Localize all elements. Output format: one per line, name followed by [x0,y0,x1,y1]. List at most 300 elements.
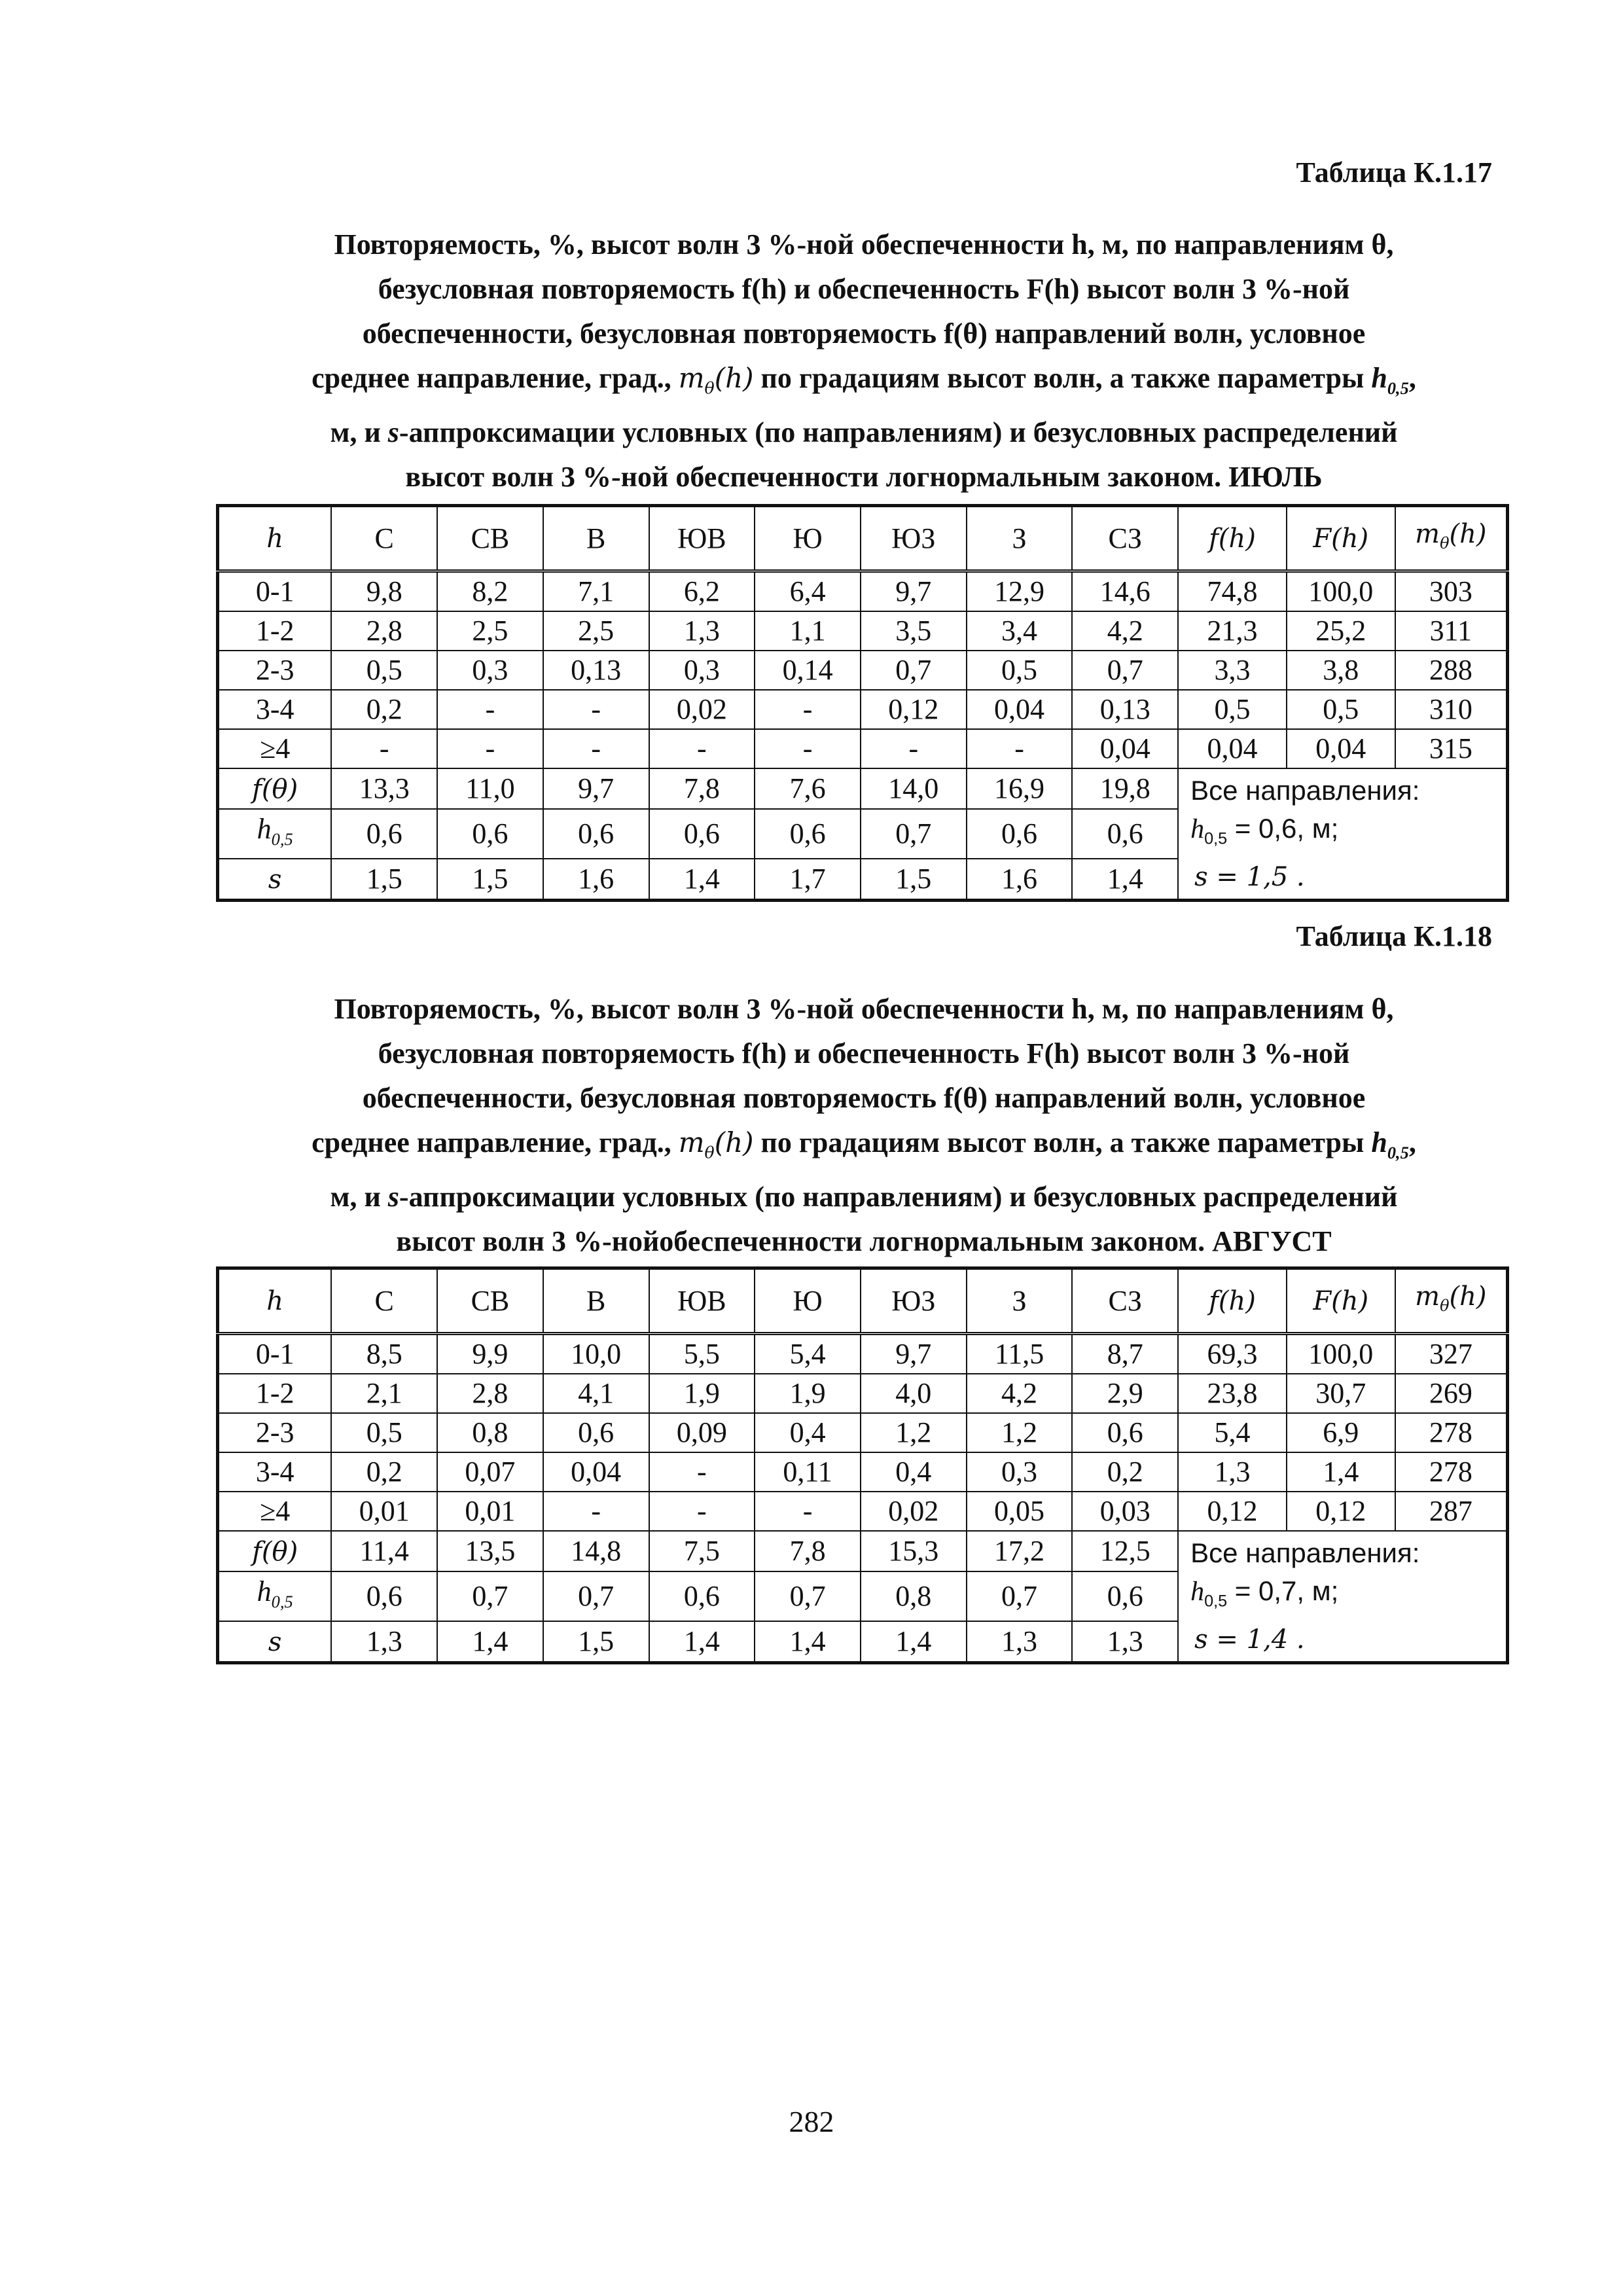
header-direction: ЮЗ [861,506,967,571]
caption-text: , [1386,228,1394,260]
table-cell: 1,1 [755,611,861,651]
table-cell: 0,7 [861,651,967,690]
table-number: Таблица К.1.17 [1296,156,1492,188]
m-letter: m [1415,1282,1440,1312]
table-cell: 2,5 [437,611,543,651]
table-cell: - [755,690,861,729]
table-cell: 14,0 [861,768,967,809]
table-cell: 0,04 [967,690,1073,729]
summary-h-letter: h [1190,814,1205,844]
table-cell: 2,9 [1072,1374,1178,1413]
table-cell: 0,07 [437,1452,543,1492]
summary-h-value: = 0,6, м; [1227,813,1339,844]
table-cell: 9,7 [543,768,649,809]
row-label [218,1531,332,1571]
m-letter: m [678,1126,705,1158]
caption-text: θ [1371,228,1387,260]
table-cell: 0,09 [649,1413,755,1452]
m-subscript: θ [704,378,715,398]
table-cell: 0,11 [755,1452,861,1492]
cell-m-theta: 269 [1395,1374,1508,1413]
table-cell: - [861,729,967,768]
table-cell: 11,0 [437,768,543,809]
table-cell: - [649,729,755,768]
h-letter: h [257,812,272,845]
h-subscript: 0,5 [271,829,293,849]
cell-Fh: 1,4 [1287,1452,1395,1492]
table-cell: 2,8 [331,611,437,651]
table-cell: - [437,690,543,729]
caption-text: F(h) [1026,273,1080,305]
table-cell: - [331,729,437,768]
cell-fh: 21,3 [1178,611,1287,651]
table-cell: 15,3 [861,1531,967,1571]
h-letter: h [257,1575,272,1607]
cell-m-theta: 287 [1395,1492,1508,1531]
table-cell: 3,4 [967,611,1073,651]
table-cell: 9,7 [861,571,967,612]
h05-label [257,812,293,849]
caption-text: s [387,416,399,449]
cell-Fh: 0,12 [1287,1492,1395,1531]
header-direction: ЮВ [649,506,755,571]
data-table [216,504,1509,902]
row-label [218,1621,332,1663]
table-cell: 14,8 [543,1531,649,1571]
table-cell: - [755,729,861,768]
row-label: 1-2 [218,611,332,651]
h-subscript: 0,5 [1387,378,1409,398]
header-direction: СВ [437,506,543,571]
row-label: 3-4 [218,1452,332,1492]
table-cell: - [755,1492,861,1531]
caption-text: высот волн 3 %-нойобеспеченности логнормальным законом. АВГУСТ [396,1225,1332,1258]
table-cell: 0,8 [437,1413,543,1452]
cell-fh: 1,3 [1178,1452,1287,1492]
table-cell: 1,6 [967,859,1073,901]
m-argument: (h) [714,362,754,394]
s-label: s [268,1626,282,1657]
h05-symbol [1371,362,1409,398]
s-label: s [268,864,282,895]
table-cell: 0,6 [1072,1413,1178,1452]
m-letter: m [1415,519,1440,549]
ftheta-label: f(θ) [252,774,298,804]
header-h-text: h [266,1286,284,1316]
table-cell: 0,8 [861,1571,967,1621]
table-cell: 5,5 [649,1334,755,1374]
table-cell: 0,6 [543,1413,649,1452]
summary-s-letter: s [1194,862,1208,893]
caption-text: по градациям высот волн, а также параметры [753,1126,1372,1158]
table-cell: 0,7 [1072,651,1178,690]
table-cell: 14,6 [1072,571,1178,612]
table-cell: 0,14 [755,651,861,690]
table-cell: 0,03 [1072,1492,1178,1531]
table-row [218,1492,1508,1531]
cell-Fh: 6,9 [1287,1413,1395,1452]
table-cell: 0,6 [755,809,861,859]
table-cell: 4,2 [1072,611,1178,651]
m-argument: (h) [1449,519,1487,549]
table-cell: - [543,1492,649,1531]
table-cell: 0,7 [543,1571,649,1621]
table-cell: 0,02 [649,690,755,729]
table-cell: 6,4 [755,571,861,612]
table-cell: 17,2 [967,1531,1073,1571]
table-cell: 19,8 [1072,768,1178,809]
table-cell: 1,6 [543,859,649,901]
table-cell: 1,2 [861,1413,967,1452]
cell-m-theta: 288 [1395,651,1508,690]
header-direction: Ю [755,506,861,571]
h05-symbol [1371,1126,1409,1162]
table-cell: 1,4 [649,1621,755,1663]
table-row [218,571,1508,612]
header-h [218,506,332,571]
table-cell: 0,3 [649,651,755,690]
header-h [218,1268,332,1334]
m-subscript: θ [1440,1297,1450,1315]
table-cell: 0,6 [331,809,437,859]
table-caption [216,987,1512,1264]
table-row [218,690,1508,729]
cell-Fh: 0,5 [1287,690,1395,729]
table-cell: 2,8 [437,1374,543,1413]
table-cell: 0,5 [331,1413,437,1452]
table-cell: - [649,1492,755,1531]
ftheta-row [218,1531,1508,1571]
table-cell: - [543,729,649,768]
row-label: 2-3 [218,651,332,690]
caption-text: , [1408,362,1416,394]
table-cell: 0,6 [1072,809,1178,859]
header-row [218,506,1508,571]
summary-s-letter: s [1194,1624,1208,1655]
table-cell: 0,5 [331,651,437,690]
table-row [218,729,1508,768]
table-cell: 1,4 [437,1621,543,1663]
caption-text: направлений волн, условное [987,317,1366,350]
header-direction: С [331,506,437,571]
cell-m-theta: 327 [1395,1334,1508,1374]
summary-title: Все направления: [1190,775,1420,806]
table-cell: 0,6 [331,1571,437,1621]
h-subscript: 0,5 [1387,1142,1409,1162]
cell-Fh: 100,0 [1287,1334,1395,1374]
table-row [218,611,1508,651]
m-letter: m [678,362,705,394]
header-Fh-text: F(h) [1313,1286,1369,1316]
table-cell: 1,9 [755,1374,861,1413]
table-cell: 9,8 [331,571,437,612]
table-cell: 13,3 [331,768,437,809]
cell-Fh: 3,8 [1287,651,1395,690]
cell-m-theta: 303 [1395,571,1508,612]
row-label: 0-1 [218,571,332,612]
table-cell: 1,3 [331,1621,437,1663]
header-h-text: h [266,524,284,554]
caption-text: среднее направление, град., [312,362,679,394]
table-cell: 7,8 [755,1531,861,1571]
table-cell: 0,6 [543,809,649,859]
table-cell: 1,3 [649,611,755,651]
table-cell: 7,5 [649,1531,755,1571]
table-cell: 0,13 [543,651,649,690]
table-cell: 1,5 [543,1621,649,1663]
caption-text: Повторяемость, %, высот волн 3 %-ной обеспеченности [334,228,1072,260]
table-cell: 3,5 [861,611,967,651]
header-Fh [1287,506,1395,571]
caption-text: -аппроксимации условных (по направлениям) и безусловных распределений [399,1181,1398,1213]
table-cell: 1,4 [755,1621,861,1663]
table-cell: 8,7 [1072,1334,1178,1374]
table-cell: 2,1 [331,1374,437,1413]
table-cell: 11,4 [331,1531,437,1571]
table-cell: 0,13 [1072,690,1178,729]
summary-h-subscript: 0,5 [1204,1592,1228,1611]
table-cell: 0,2 [1072,1452,1178,1492]
caption-text: s [387,1181,399,1213]
table-cell: 0,01 [331,1492,437,1531]
table-cell: 1,5 [437,859,543,901]
header-fh [1178,1268,1287,1334]
header-direction: СЗ [1072,506,1178,571]
cell-fh: 23,8 [1178,1374,1287,1413]
m-argument: (h) [1449,1282,1487,1312]
m-theta-symbol [1415,1282,1487,1315]
caption-text: обеспеченности, безусловная повторяемость [362,317,944,350]
table-row [218,1334,1508,1374]
header-direction: ЮВ [649,1268,755,1334]
ftheta-label: f(θ) [252,1536,298,1567]
cell-m-theta: 310 [1395,690,1508,729]
table-cell: 0,05 [967,1492,1073,1531]
m-argument: (h) [714,1126,754,1158]
caption-text: , [1386,993,1394,1025]
summary-s [1190,857,1494,896]
header-direction: Ю [755,1268,861,1334]
m-theta-symbol [1415,519,1487,552]
summary-cell [1178,1531,1507,1663]
table-cell: 0,7 [437,1571,543,1621]
caption-text: по градациям высот волн, а также параметры [753,362,1372,394]
table-cell: 0,2 [331,690,437,729]
header-direction: В [543,1268,649,1334]
cell-fh: 5,4 [1178,1413,1287,1452]
cell-m-theta: 315 [1395,729,1508,768]
h-letter: h [1371,1126,1387,1158]
table-cell: 6,2 [649,571,755,612]
cell-Fh: 0,04 [1287,729,1395,768]
table-cell: 0,2 [331,1452,437,1492]
summary-h-subscript: 0,5 [1204,829,1228,848]
table-cell: 1,4 [861,1621,967,1663]
row-label [218,859,332,901]
table-cell: 0,3 [437,651,543,690]
header-direction: З [967,1268,1073,1334]
page-number: 282 [789,2105,834,2138]
cell-Fh: 30,7 [1287,1374,1395,1413]
caption-text: f(h) [741,1037,787,1069]
table-cell: 0,7 [755,1571,861,1621]
table-cell: 1,4 [1072,859,1178,901]
table-cell: 0,7 [967,1571,1073,1621]
header-Fh [1287,1268,1395,1334]
caption-text: направлений волн, условное [987,1082,1366,1114]
table-cell: 1,5 [861,859,967,901]
h-letter: h [1371,362,1387,394]
caption-text: F(h) [1026,1037,1080,1069]
header-direction: З [967,506,1073,571]
table-row [218,1452,1508,1492]
table-cell: 13,5 [437,1531,543,1571]
caption-text: высот волн 3 %-ной [1079,273,1350,305]
cell-fh: 0,12 [1178,1492,1287,1531]
table-cell: 1,7 [755,859,861,901]
header-Fh-text: F(h) [1313,524,1369,554]
summary-title: Все направления: [1190,1537,1420,1568]
row-label [218,1571,332,1621]
table-cell: 7,1 [543,571,649,612]
table-cell: 8,2 [437,571,543,612]
table-cell: 5,4 [755,1334,861,1374]
row-label: ≥4 [218,1492,332,1531]
data-table [216,1266,1509,1664]
table-cell: 0,4 [755,1413,861,1452]
header-m-theta [1395,506,1508,571]
header-fh-text: f(h) [1209,524,1256,554]
caption-text: h [1071,228,1088,260]
caption-text: , м, по направлениям [1087,228,1372,260]
table-cell: 0,04 [543,1452,649,1492]
h-subscript: 0,5 [271,1591,293,1611]
cell-fh: 69,3 [1178,1334,1287,1374]
caption-text: среднее направление, град., [312,1126,679,1158]
table-cell: 4,2 [967,1374,1073,1413]
table-cell: 0,5 [967,651,1073,690]
row-label [218,768,332,809]
row-label: 0-1 [218,1334,332,1374]
row-label [218,809,332,859]
cell-fh: 0,04 [1178,729,1287,768]
header-direction: В [543,506,649,571]
table-cell: 0,6 [437,809,543,859]
table-cell: 1,9 [649,1374,755,1413]
cell-fh: 3,3 [1178,651,1287,690]
table-cell: 0,6 [649,809,755,859]
caption-text: безусловная повторяемость [378,1037,742,1069]
summary-h05 [1190,1572,1494,1620]
summary-s [1190,1620,1494,1659]
caption-text: и обеспеченность [787,1037,1027,1069]
header-fh [1178,506,1287,571]
caption-text: , [1408,1126,1416,1158]
cell-Fh: 100,0 [1287,571,1395,612]
table-cell: 12,5 [1072,1531,1178,1571]
table-cell: 1,5 [331,859,437,901]
caption-text: f(h) [741,273,787,305]
caption-text: h [1071,993,1088,1025]
table-cell: 16,9 [967,768,1073,809]
table-row [218,1374,1508,1413]
cell-m-theta: 278 [1395,1452,1508,1492]
table-cell: 0,3 [967,1452,1073,1492]
row-label: 1-2 [218,1374,332,1413]
table-cell: 0,04 [1072,729,1178,768]
table-caption [216,223,1512,499]
table-number: Таблица К.1.18 [1296,920,1492,952]
summary-cell [1178,768,1507,901]
m-subscript: θ [704,1143,715,1162]
cell-fh: 0,5 [1178,690,1287,729]
cell-fh: 74,8 [1178,571,1287,612]
table-cell: 7,8 [649,768,755,809]
caption-text: и обеспеченность [787,273,1027,305]
cell-m-theta: 311 [1395,611,1508,651]
table-cell: 11,5 [967,1334,1073,1374]
table-cell: 9,7 [861,1334,967,1374]
caption-text: высот волн 3 %-ной обеспеченности логнормальным законом. ИЮЛЬ [405,461,1323,493]
table-cell: 0,6 [967,809,1073,859]
m-subscript: θ [1440,534,1450,552]
table-row [218,651,1508,690]
header-m-theta [1395,1268,1508,1334]
table-cell: 0,7 [861,809,967,859]
table-cell: 7,6 [755,768,861,809]
ftheta-row [218,768,1508,809]
header-fh-text: f(h) [1209,1286,1256,1316]
row-label: 3-4 [218,690,332,729]
header-direction: СВ [437,1268,543,1334]
header-direction: С [331,1268,437,1334]
header-direction: СЗ [1072,1268,1178,1334]
m-theta-symbol [678,362,754,398]
table-cell: 0,02 [861,1492,967,1531]
row-label: ≥4 [218,729,332,768]
caption-text: м, и [330,416,388,449]
caption-text: безусловная повторяемость [378,273,742,305]
table-row [218,1413,1508,1452]
table-cell: 9,9 [437,1334,543,1374]
summary-h05 [1190,810,1494,857]
table-cell: 4,0 [861,1374,967,1413]
caption-text: f(θ) [943,1082,988,1114]
caption-text: Повторяемость, %, высот волн 3 %-ной обеспеченности [334,993,1072,1025]
caption-text: f(θ) [943,317,988,350]
caption-text: обеспеченности, безусловная повторяемость [362,1082,944,1114]
m-theta-symbol [678,1126,754,1162]
summary-h-value: = 0,7, м; [1227,1575,1339,1606]
cell-Fh: 25,2 [1287,611,1395,651]
row-label: 2-3 [218,1413,332,1452]
table-cell: 0,6 [649,1571,755,1621]
caption-text: м, и [330,1181,388,1213]
table-cell: - [649,1452,755,1492]
summary-h-letter: h [1190,1577,1205,1607]
table-cell: 1,3 [1072,1621,1178,1663]
table-cell: 0,12 [861,690,967,729]
table-cell: 0,6 [1072,1571,1178,1621]
table-cell: - [967,729,1073,768]
caption-text: , м, по направлениям [1087,993,1372,1025]
summary-s-value: = 1,4 . [1207,1624,1305,1655]
header-row [218,1268,1508,1334]
table-cell: 1,3 [967,1621,1073,1663]
caption-text: θ [1371,993,1387,1025]
caption-text: -аппроксимации условных (по направлениям) и безусловных распределений [399,416,1398,449]
table-cell: - [543,690,649,729]
